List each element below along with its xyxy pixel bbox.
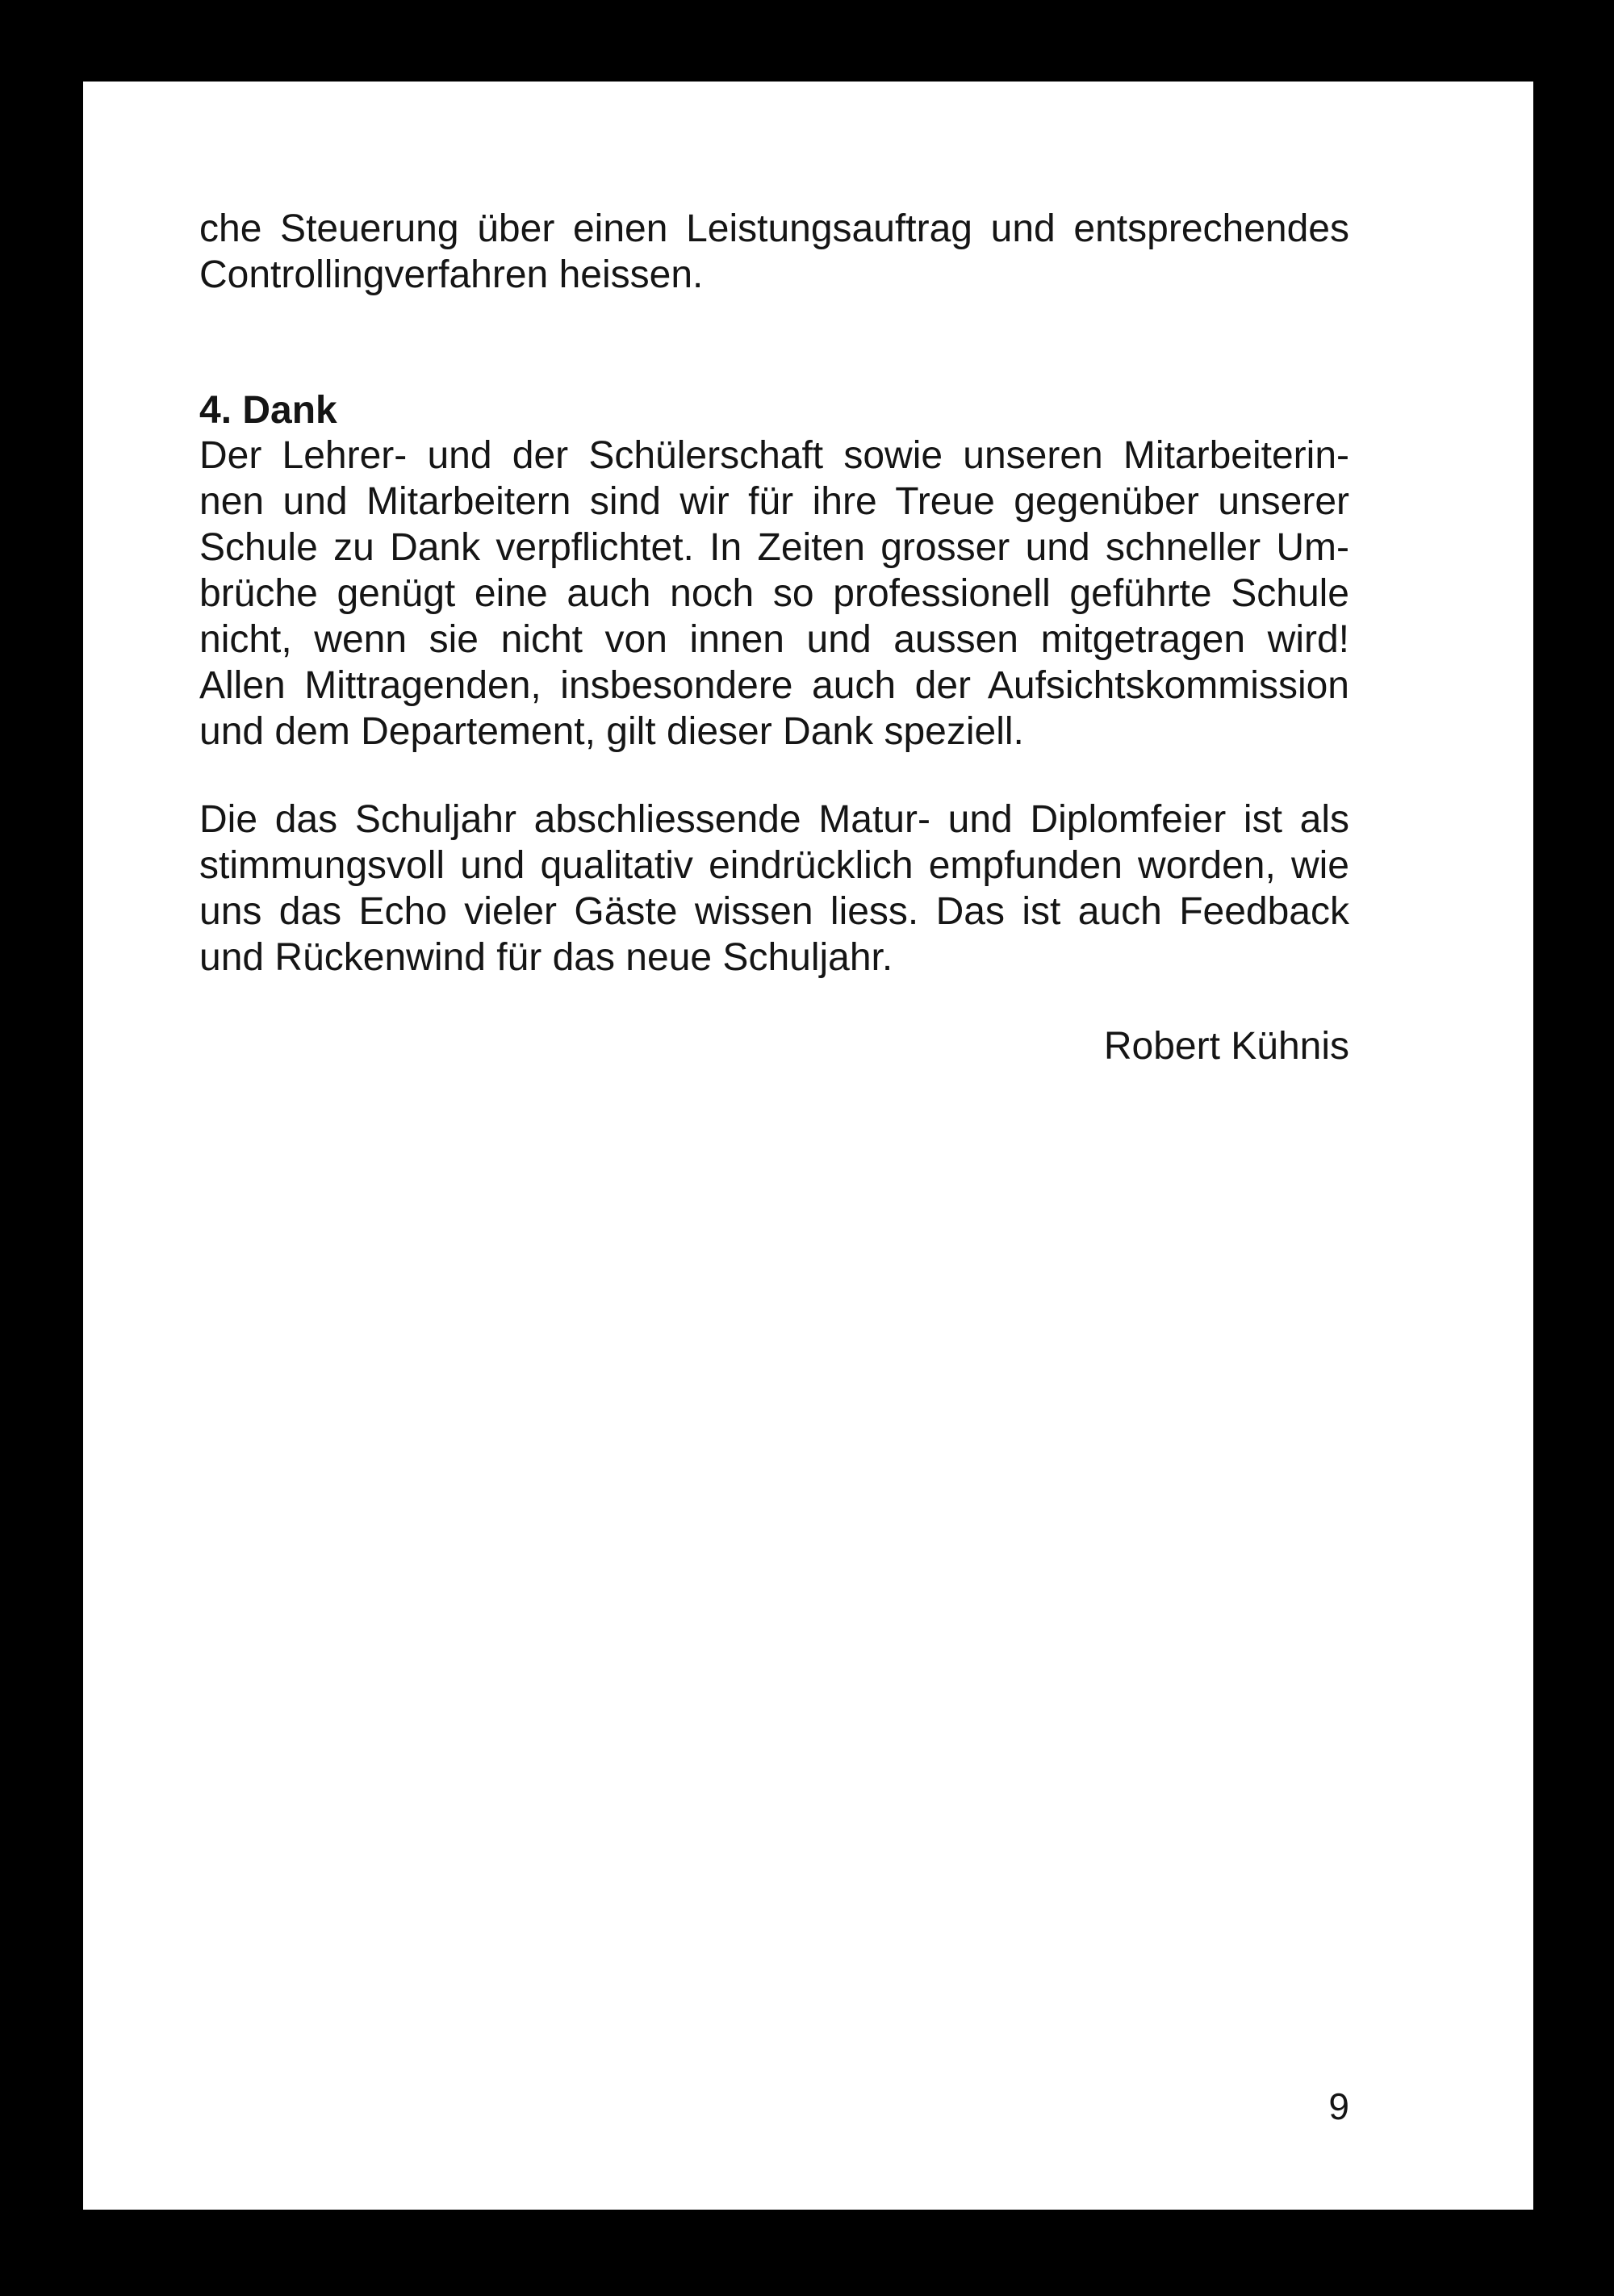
paragraph-line: uns das Echo vieler Gäste wissen liess. Das ist auch Feedback [199, 890, 1349, 933]
paragraph-line: stimmungsvoll und qualitativ eindrücklich empfunden worden, wie [199, 844, 1349, 887]
document-page [83, 82, 1533, 2210]
section-heading-text: 4. Dank [199, 389, 337, 432]
paragraph-line: Der Lehrer- und der Schülerschaft sowie unseren Mitarbeiterin- [199, 434, 1349, 477]
intro-line: Controllingverfahren heissen. [199, 253, 704, 296]
paragraph-line: nen und Mitarbeitern sind wir für ihre Treue gegenüber unserer [199, 480, 1349, 523]
page-number: 9 [1328, 2085, 1349, 2127]
paragraph-line: und Rückenwind für das neue Schuljahr. [199, 936, 893, 979]
paragraph-line: brüche genügt eine auch noch so professionell geführte Schule [199, 572, 1349, 615]
paragraph-line: Allen Mittragenden, insbesondere auch der Aufsichtskommission [199, 664, 1349, 707]
ceremony-paragraph [199, 797, 1349, 981]
signature: Robert Kühnis [1103, 1025, 1349, 1068]
thanks-paragraph [199, 433, 1349, 755]
intro-line: che Steuerung über einen Leistungsauftrag und entsprechendes [199, 207, 1349, 250]
intro-paragraph [199, 206, 1349, 298]
paragraph-line: Die das Schuljahr abschliessende Matur- und Diplomfeier ist als [199, 798, 1349, 841]
paragraph-line: nicht, wenn sie nicht von innen und aussen mitgetragen wird! [199, 618, 1349, 661]
section-heading [199, 387, 1349, 433]
paragraph-line: und dem Departement, gilt dieser Dank speziell. [199, 710, 1024, 753]
paragraph-line: Schule zu Dank verpflichtet. In Zeiten grosser und schneller Um- [199, 526, 1349, 569]
